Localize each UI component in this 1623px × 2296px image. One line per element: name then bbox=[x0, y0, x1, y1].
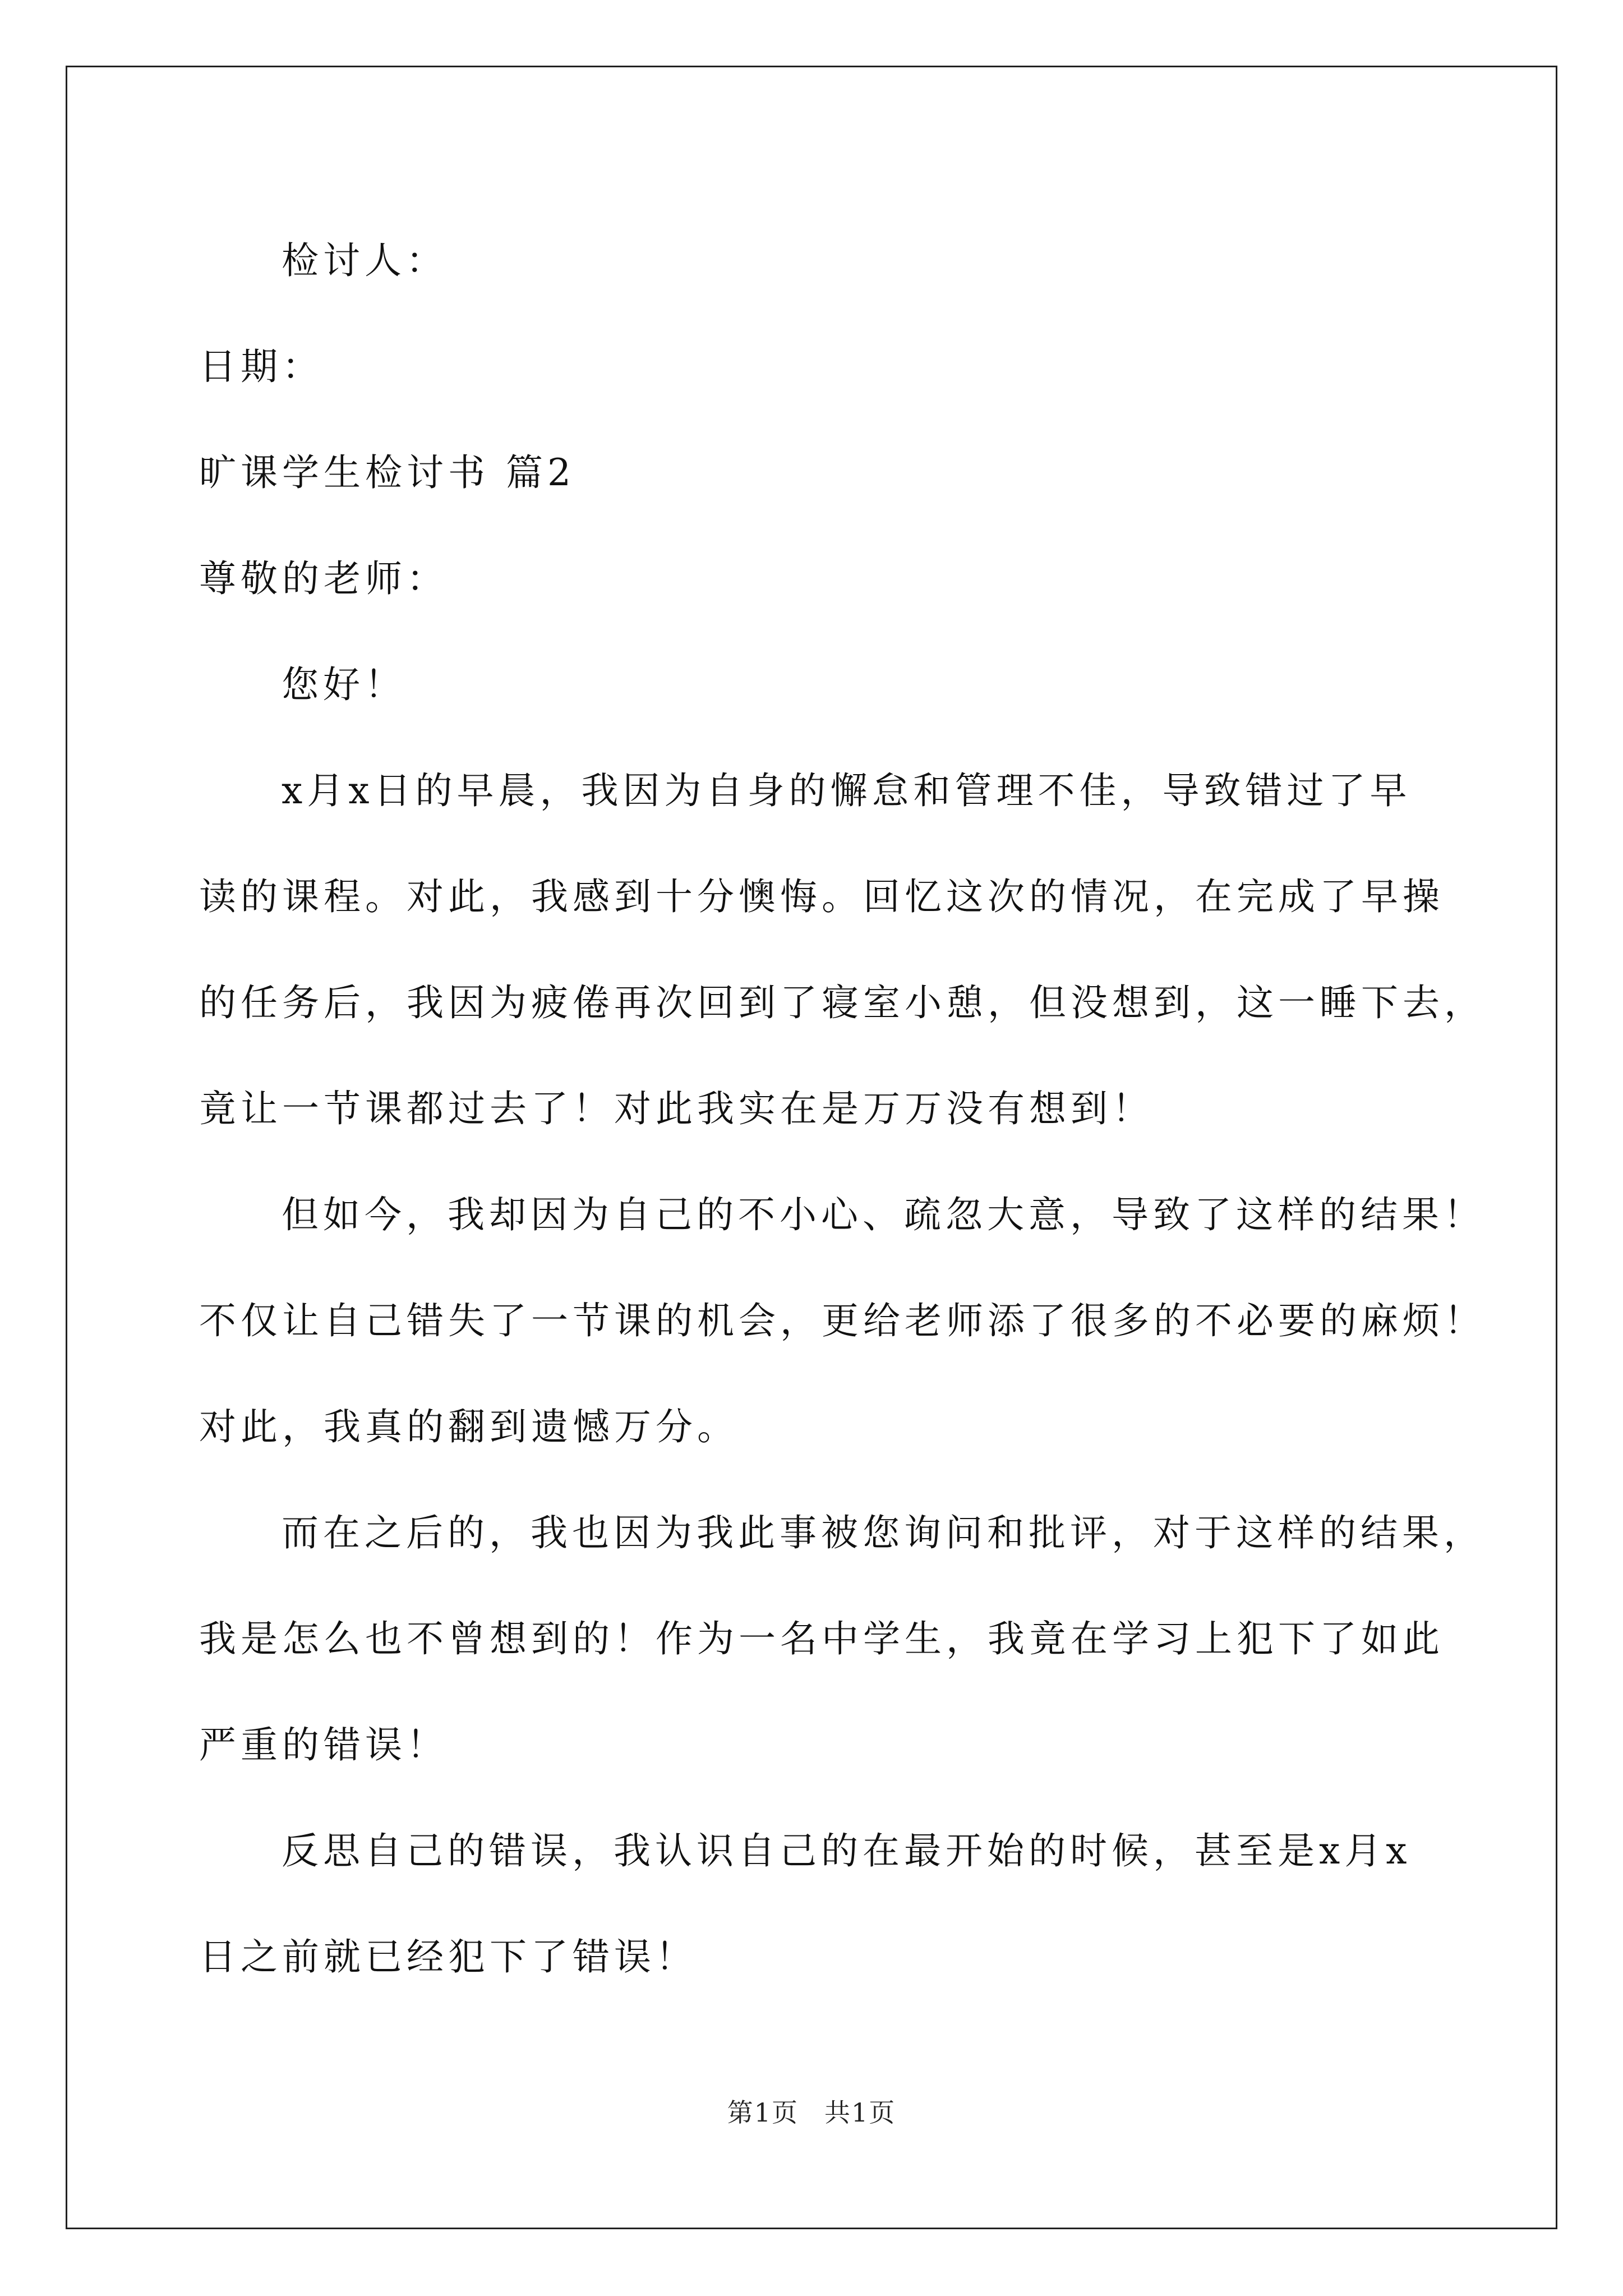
date-line: 日期： bbox=[199, 345, 324, 388]
page-total: 共1页 bbox=[824, 2097, 896, 2128]
paragraph-line: 而在之后的，我也因为我此事被您询问和批评，对于这样的结果， bbox=[282, 1511, 1485, 1554]
paragraph-line: 不仅让自己错失了一节课的机会，更给老师添了很多的不必要的麻烦！ bbox=[199, 1299, 1486, 1342]
paragraph-line: 竟让一节课都过去了！对此我实在是万万没有想到！ bbox=[199, 1087, 1154, 1130]
paragraph-line: 严重的错误！ bbox=[199, 1723, 448, 1766]
paragraph-line: 我是怎么也不曾想到的！作为一名中学生，我竟在学习上犯下了如此 bbox=[199, 1617, 1444, 1660]
paragraph-line: 对此，我真的翻到遗憾万分。 bbox=[199, 1405, 739, 1448]
paragraph-line: 反思自己的错误，我认识自己的在最开始的时候，甚至是x月x bbox=[282, 1829, 1412, 1872]
signer-line: 检讨人： bbox=[282, 239, 448, 282]
paragraph-line: 的任务后，我因为疲倦再次回到了寝室小憩，但没想到，这一睡下去， bbox=[199, 981, 1486, 1024]
document-body bbox=[199, 208, 1486, 2010]
paragraph-line: x月x日的早晨，我因为自身的懈怠和管理不佳，导致错过了早 bbox=[282, 769, 1412, 812]
greeting: 您好！ bbox=[282, 663, 406, 706]
paragraph-line: 读的课程。对此，我感到十分懊悔。回忆这次的情况，在完成了早操 bbox=[199, 875, 1444, 918]
paragraph-line: 日之前就已经犯下了错误！ bbox=[199, 1935, 697, 1978]
salutation: 尊敬的老师： bbox=[199, 557, 448, 600]
section-title: 旷课学生检讨书 篇2 bbox=[199, 451, 575, 494]
page-footer bbox=[0, 2092, 1623, 2129]
page-number: 第1页 bbox=[727, 2097, 799, 2128]
paragraph-line: 但如今，我却因为自己的不小心、疏忽大意，导致了这样的结果！ bbox=[282, 1193, 1485, 1236]
